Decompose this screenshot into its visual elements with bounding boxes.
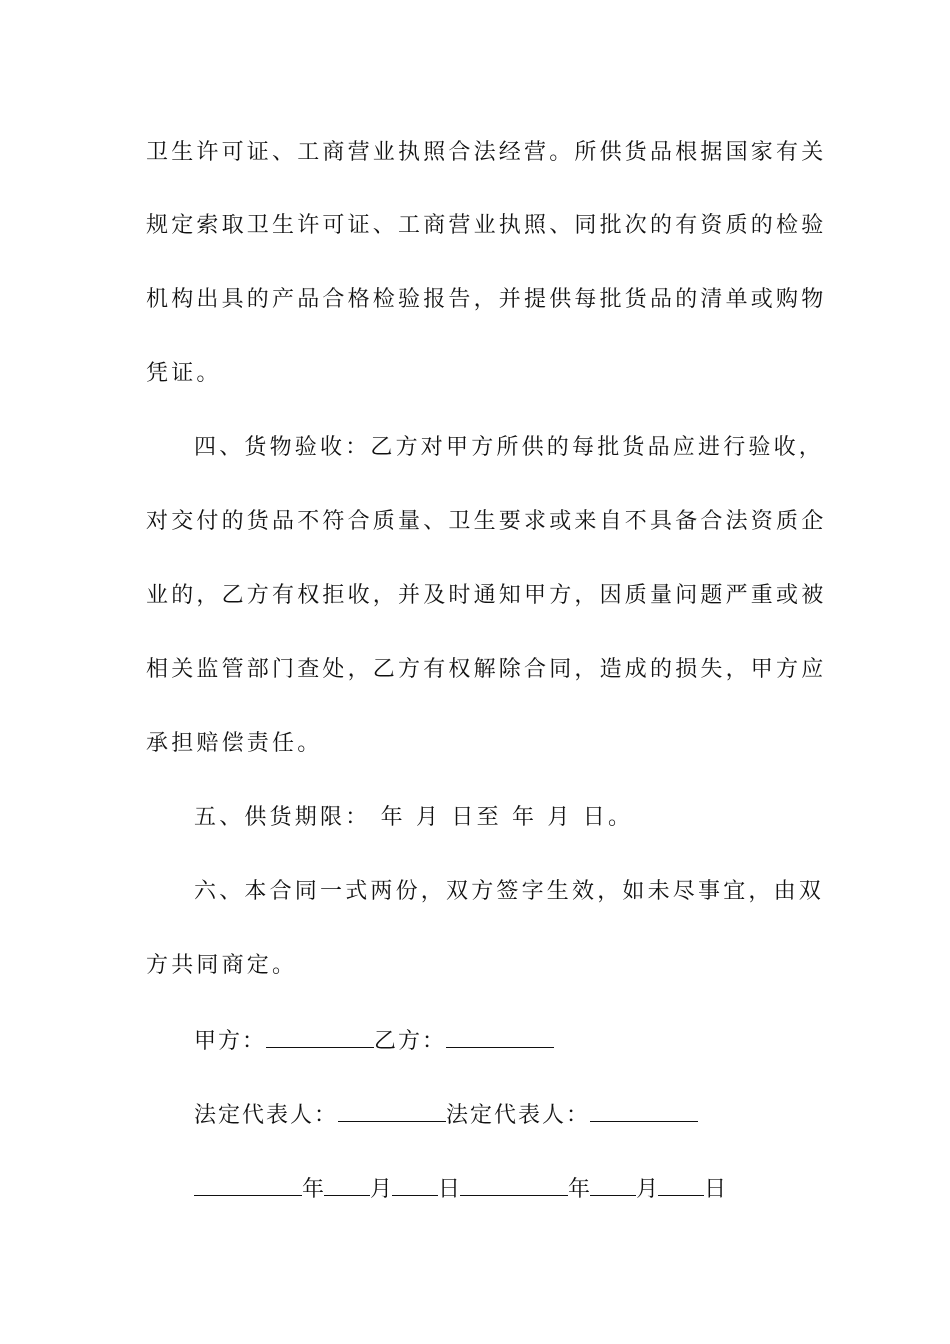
representatives-signature-line	[194, 1099, 698, 1131]
parties-signature-line	[194, 1025, 554, 1057]
paragraph-4-line-2: 对交付的货品不符合质量、卫生要求或来自不具备合法资质企	[146, 509, 827, 534]
paragraph-5-supply-period: 五、供货期限： 年 月 日至 年 月 日。	[194, 805, 634, 830]
date-a-year-blank	[194, 1173, 302, 1196]
paragraph-3-line-2: 规定索取卫生许可证、工商营业执照、同批次的有资质的检验	[146, 213, 827, 238]
paragraph-4-line-4: 相关监管部门查处，乙方有权解除合同，造成的损失，甲方应	[146, 657, 827, 682]
paragraph-4-line-5: 承担赔偿责任。	[146, 731, 323, 756]
paragraph-4-line-1: 四、货物验收：乙方对甲方所供的每批货品应进行验收，	[194, 435, 825, 460]
date-b-year-label: 年	[568, 1177, 591, 1202]
paragraph-3-line-3: 机构出具的产品合格检验报告，并提供每批货品的清单或购物	[146, 287, 827, 312]
date-b-month-blank	[590, 1173, 636, 1196]
rep-a-label: 法定代表人：	[194, 1103, 339, 1128]
party-b-blank	[446, 1025, 554, 1048]
date-b-month-label: 月	[636, 1177, 659, 1202]
party-b-label: 乙方：	[374, 1029, 447, 1054]
paragraph-6-line-1: 六、本合同一式两份，双方签字生效，如未尽事宜，由双	[194, 879, 825, 904]
party-a-blank	[266, 1025, 374, 1048]
date-a-month-blank	[324, 1173, 370, 1196]
paragraph-4-line-3: 业的，乙方有权拒收，并及时通知甲方，因质量问题严重或被	[146, 583, 827, 608]
paragraph-3-line-1: 卫生许可证、工商营业执照合法经营。所供货品根据国家有关	[146, 140, 827, 165]
rep-b-blank	[590, 1099, 698, 1122]
date-a-day-label: 日	[438, 1177, 461, 1202]
date-b-year-blank	[460, 1173, 568, 1196]
date-b-day-label: 日	[704, 1177, 727, 1202]
date-a-year-label: 年	[302, 1177, 325, 1202]
dates-signature-line	[194, 1173, 726, 1205]
paragraph-6-line-2: 方共同商定。	[146, 953, 298, 978]
paragraph-3-line-4: 凭证。	[146, 361, 222, 386]
date-a-month-label: 月	[370, 1177, 393, 1202]
rep-b-label: 法定代表人：	[446, 1103, 591, 1128]
party-a-label: 甲方：	[194, 1029, 267, 1054]
date-b-day-blank	[658, 1173, 704, 1196]
date-a-day-blank	[392, 1173, 438, 1196]
rep-a-blank	[338, 1099, 446, 1122]
